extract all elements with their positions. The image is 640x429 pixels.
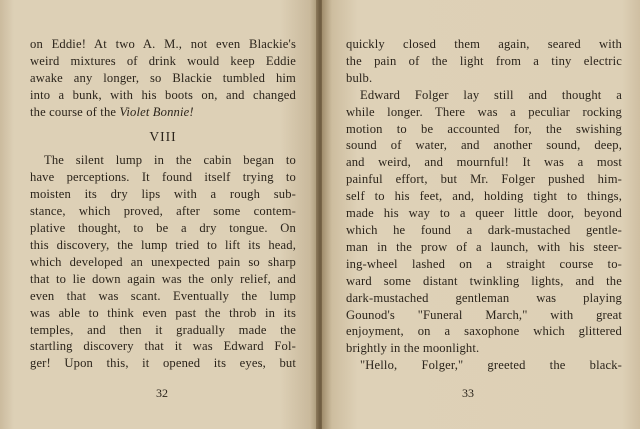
- text-line: that to lie down again was the only relief, and: [30, 271, 296, 286]
- text-line: quickly closed them again, seared with: [346, 37, 622, 51]
- left-page-text: [30, 36, 296, 372]
- text-line: the pain of the light from a tiny electric: [346, 53, 622, 68]
- text-line: moisten its dry lips with a rough sub-: [30, 187, 296, 202]
- text-line: self to his feet, and, holding tight to things,: [346, 189, 622, 204]
- text-line: temples, and then it gradually made the: [30, 322, 296, 337]
- text-line: man in the prow of a launch, with his steer-: [346, 239, 622, 254]
- page-number: 32: [156, 386, 168, 400]
- left-page: [0, 0, 318, 429]
- text-line: bulb.: [346, 70, 373, 85]
- page-number: 33: [462, 386, 474, 400]
- text-line: while longer. There was a peculiar rocking: [346, 104, 622, 119]
- text-line: into a bunk, with his boots on, and changed: [30, 87, 296, 102]
- text-line: weird mixtures of drink would keep Eddie: [30, 53, 296, 68]
- text-line: plative thought, to be a dry tongue. On: [30, 221, 296, 236]
- text-line: which developed an unexpected pain so sharp: [30, 254, 296, 269]
- text-line: "Hello, Folger," greeted the black-: [360, 358, 622, 373]
- vessel-name: Violet Bonnie!: [119, 104, 194, 119]
- chapter-heading: VIII: [149, 128, 177, 144]
- text-line: brightly in the moonlight.: [346, 341, 480, 356]
- text-line: enjoyment, on a saxophone which glittered: [346, 324, 622, 339]
- text-line: this discovery, the lump tried to lift its head,: [30, 237, 296, 252]
- text-run: the course of the: [30, 104, 120, 119]
- text-line: sound of water, and another sound, deep,: [346, 138, 622, 153]
- right-page: [322, 0, 640, 429]
- text-line: awake any longer, so Blackie tumbled him: [30, 70, 296, 85]
- text-line: dark-mustached gentleman was playing: [346, 290, 622, 305]
- text-line: ward some distant twinkling lights, and the: [346, 273, 622, 288]
- text-line: painful effort, but Mr. Folger pushed him-: [346, 172, 622, 187]
- text-line: motion to be accounted for, the swishing: [346, 121, 622, 136]
- text-line: [30, 104, 296, 121]
- text-line: and weird, and mournful! It was a most: [346, 155, 622, 170]
- text-line: ger! Upon this, it opened its eyes, but: [30, 356, 296, 371]
- text-line: Edward Folger lay still and thought a: [360, 87, 622, 102]
- text-line: ing-wheel lashed on a straight course to-: [346, 256, 622, 271]
- text-line: The silent lump in the cabin began to: [44, 153, 296, 168]
- text-line: on Eddie! At two A. M., not even Blackie's: [30, 37, 296, 51]
- text-line: have perceptions. It found itself trying to: [30, 170, 296, 185]
- text-line: made his way to a queer little door, beyond: [346, 206, 622, 221]
- right-page-text: [346, 36, 622, 374]
- text-line: which he found a dark-mustached gentle-: [346, 222, 622, 237]
- text-line: was able to think even past the throb in its: [30, 305, 296, 320]
- text-line: startling discovery that it was Edward Fol-: [30, 339, 296, 354]
- text-line: Gounod's "Funeral March," with great: [346, 307, 622, 322]
- text-line: even that was scant. Eventually the lump: [30, 288, 296, 303]
- text-line: stance, which proved, after some contem-: [30, 204, 296, 219]
